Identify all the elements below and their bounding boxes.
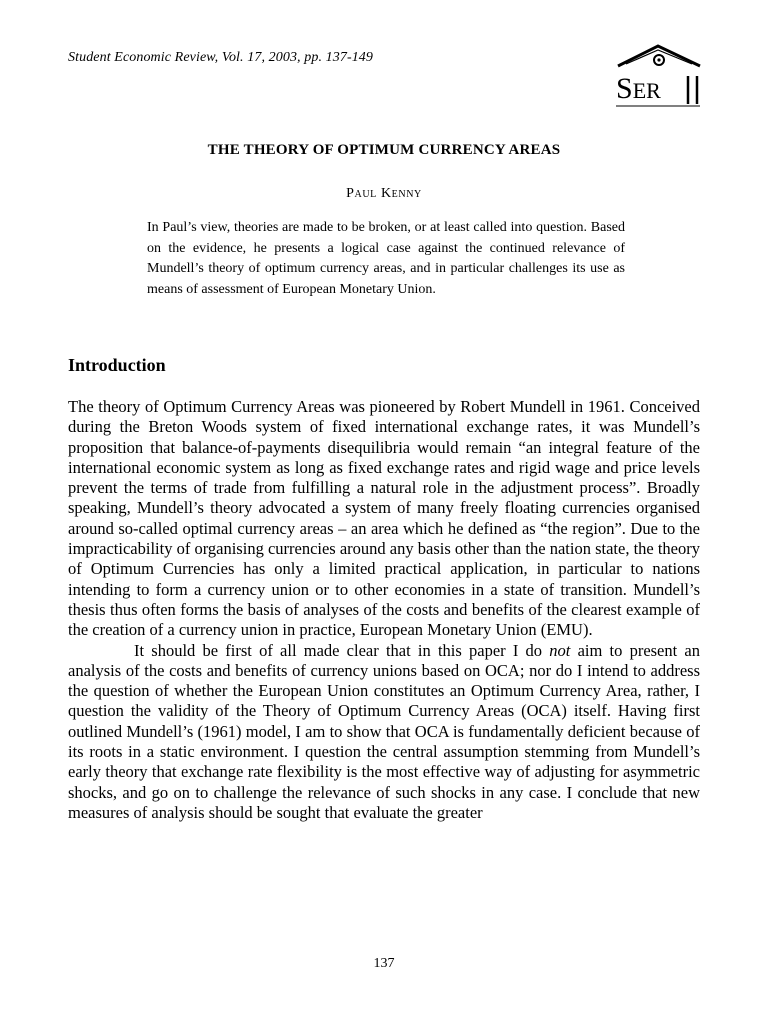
- paragraph-1: The theory of Optimum Currency Areas was pioneered by Robert Mundell in 1961. Conceived during the Breton Woods system of fixed international exchange rates, it was Mundell’s proposition that balance-of-payments disequilibria would remain “an integral feature of the international economic system as long as fixed exchange rates and rigid wage and price levels prevent the terms of trade from fulfilling a natural role in the adjustment process”. Broadly speaking, Mundell’s theory advocated a system of many freely floating currencies organised around so-called optimal currency areas – an area which he defined as “the region”. Due to the impracticability of organising currencies around any basis other than the nation state, the theory of Optimum Currencies has only a limited practical application, in particular to nations intending to form a currency union or to other economies in a state of transition. Mundell’s thesis thus often forms the basis of analyses of the costs and benefits of the clearest example of the creation of a currency union in practice, European Monetary Union (EMU).: [68, 397, 701, 640]
- paper-title: THE THEORY OF OPTIMUM CURRENCY AREAS: [207, 142, 561, 158]
- body-text: [68, 397, 700, 823]
- paper-author: Paul Kenny: [346, 186, 422, 201]
- logo-text: SER: [616, 72, 661, 105]
- journal-citation: Student Economic Review, Vol. 17, 2003, pp. 137-149: [68, 50, 374, 65]
- section-heading: Introduction: [68, 355, 166, 375]
- paragraph-2: It should be first of all made clear that in this paper I do not aim to present an analysis of the costs and benefits of currency unions based on OCA; nor do I intend to address the question of whether the European Union constitutes an Optimum Currency Area, rather, I question the validity of the Theory of Optimum Currency Areas (OCA) itself. Having first outlined Mundell’s (1961) model, I am to show that OCA is fundamentally deficient because of its roots in a static environment. I question the central assumption stemming from Mundell’s early theory that exchange rate flexibility is the most effective way of adjusting for asymmetric shocks, and go on to challenge the relevance of such shocks in any case. I conclude that new measures of analysis should be sought that evaluate the greater: [68, 640, 700, 822]
- page-number: 137: [373, 956, 395, 971]
- emphasis-not: not: [549, 640, 571, 660]
- abstract: In Paul’s view, theories are made to be broken, or at least called into question. Based on the evidence, he presents a logical case against the continued relevance of Mundell’s theory of optimum currency areas, and in particular challenges its use as means of assessment of European Monetary Union.: [147, 220, 625, 297]
- ser-logo: [612, 42, 704, 112]
